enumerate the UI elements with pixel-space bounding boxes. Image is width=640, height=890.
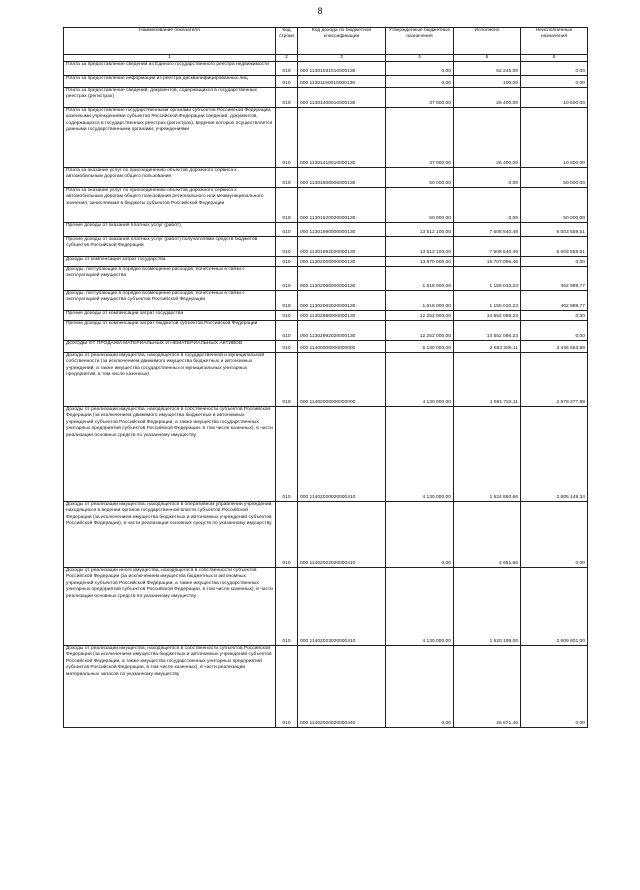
row-kbk: 000 11301520020000130: [298, 188, 386, 223]
table-row: [64, 223, 588, 237]
row-approved: 4 130 000,00: [386, 353, 454, 407]
row-code: 010: [276, 502, 298, 568]
row-kbk: 000 11301190010000130: [298, 76, 386, 88]
row-kbk: 000 11302060000000130: [298, 267, 386, 291]
row-name: Плата за оказание услуг по присоединению объектов дорожного сервиса к автомобильным дорогам общего пользования регионального или межмуниципального значения, зачисляемая в бюджеты субъектов Российской Федерации: [64, 188, 276, 223]
row-code: 010: [276, 407, 298, 502]
row-kbk: 000 11302990000000130: [298, 311, 386, 321]
table-row: [64, 502, 588, 568]
table-row: [64, 237, 588, 257]
row-left: 2 578 277,89: [521, 353, 588, 407]
row-code: 010: [276, 257, 298, 267]
row-approved: 50 000,00: [386, 168, 454, 188]
column-number: 1: [64, 55, 276, 62]
row-approved: 12 252 000,00: [386, 321, 454, 341]
row-left: 50 000,00: [521, 188, 588, 223]
row-done: 100,00: [454, 76, 521, 88]
row-code: 010: [276, 646, 298, 728]
row-approved: 0,00: [386, 62, 454, 76]
row-done: 1 155 010,23: [454, 291, 521, 311]
row-name: Прочие доходы от компенсации затрат бюджетов субъектов Российской Федерации: [64, 321, 276, 341]
table-row: [64, 311, 588, 321]
row-done: 0,00: [454, 188, 521, 223]
row-left: 10 600,00: [521, 88, 588, 108]
table-row: [64, 267, 588, 291]
row-name: Доходы от реализации имущества, находящегося в оперативном управлении учреждений, находящихся в ведении органов государственной власти субъектов Российской Федерации (за исключением имущества бюджетных и автономных учреждений субъектов Российской Федерации), в части реализации основных средств по указанному имуществу: [64, 502, 276, 568]
row-done: 52 245,00: [454, 62, 521, 76]
row-approved: 50 000,00: [386, 188, 454, 223]
row-approved: 6 130 000,00: [386, 341, 454, 353]
row-name: Доходы, поступающие в порядке возмещения расходов, понесенных в связи с эксплуатацией имущества субъектов Российской Федерации: [64, 291, 276, 311]
row-approved: 1 618 000,00: [386, 291, 454, 311]
row-left: 2 605 149,34: [521, 407, 588, 502]
row-approved: 4 130 000,00: [386, 568, 454, 646]
row-kbk: 000 11302062020000130: [298, 291, 386, 311]
row-left: 10 600,00: [521, 108, 588, 168]
row-done: 1 551 722,11: [454, 353, 521, 407]
row-kbk: 000 11402020020000440: [298, 646, 386, 728]
table-row: [64, 353, 588, 407]
row-name: Доходы от компенсации затрат государства: [64, 257, 276, 267]
row-approved: 0,00: [386, 76, 454, 88]
row-code: 010: [276, 76, 298, 88]
table-row: [64, 341, 588, 353]
row-left: 3 446 663,89: [521, 341, 588, 353]
table-row: [64, 291, 588, 311]
row-kbk: 000 11402023020000410: [298, 568, 386, 646]
row-code: 010: [276, 267, 298, 291]
row-approved: 13 512 100,00: [386, 223, 454, 237]
table-row: [64, 407, 588, 502]
row-name: Доходы от реализации имущества, находящегося в собственности субъектов Российской Федерации (за исключением имущества бюджетных и автономных учреждений субъектов Российской Федерации, а также имущества государственных унитарных предприятий субъектов Российской Федерации, в том числе казенных), в части реализации материальных запасов по указанному имуществу: [64, 646, 276, 728]
row-name: Доходы от реализации имущества, находящегося в собственности субъектов Российской Федерации (за исключением движимого имущества бюджетных и автономных учреждений субъектов Российской Федерации, а также имущества государственных унитарных предприятий субъектов Российской Федерации, в том числе казенных), в части реализации основных средств по указанному имуществу: [64, 407, 276, 502]
row-done: 1 520 199,00: [454, 568, 521, 646]
row-name: Прочие доходы от компенсации затрат государства: [64, 311, 276, 321]
header-left: Неисполненные назначения: [521, 28, 588, 55]
row-done: 14 552 086,23: [454, 311, 521, 321]
table-header-row: [64, 28, 588, 55]
row-approved: 37 000,00: [386, 88, 454, 108]
row-approved: 0,00: [386, 502, 454, 568]
row-code: 010: [276, 88, 298, 108]
budget-execution-table: [63, 27, 588, 728]
row-done: 15 707 096,46: [454, 257, 521, 267]
row-approved: 12 252 000,00: [386, 311, 454, 321]
row-name: Доходы от реализации иного имущества, находящегося в собственности субъектов Российской Федерации (за исключением имущества бюджетных и автономных учреждений субъектов Российской Федерации, а также имущества государственных унитарных предприятий субъектов Российской Федерации, в том числе казенных), в части реализации основных средств по указанному имуществу: [64, 568, 276, 646]
row-kbk: 000 11301990000000130: [298, 223, 386, 237]
row-kbk: 000 11402020020000410: [298, 407, 386, 502]
row-approved: 4 130 000,00: [386, 407, 454, 502]
row-kbk: 000 11400000000000000: [298, 341, 386, 353]
row-name: Плата за предоставление информации из реестра дисквалифицированных лиц: [64, 76, 276, 88]
row-left: 6 003 559,51: [521, 237, 588, 257]
row-kbk: 000 11402022020000410: [298, 502, 386, 568]
row-done: 1 524 850,66: [454, 407, 521, 502]
row-kbk: 000 11302000000000130: [298, 257, 386, 267]
row-left: 6 003 559,51: [521, 223, 588, 237]
row-kbk: 000 11301500000000130: [298, 168, 386, 188]
row-code: 010: [276, 311, 298, 321]
row-done: 26 400,00: [454, 108, 521, 168]
row-approved: 13 512 100,00: [386, 237, 454, 257]
row-name: Плата за предоставление сведений, документов, содержащихся в государственных реестрах (регистрах): [64, 88, 276, 108]
row-name: Плата за оказание услуг по присоединению объектов дорожного сервиса к автомобильным дорогам общего пользования: [64, 168, 276, 188]
row-left: 0,00: [521, 62, 588, 76]
row-code: 010: [276, 291, 298, 311]
row-code: 010: [276, 223, 298, 237]
row-left: 462 989,77: [521, 291, 588, 311]
row-done: 7 508 540,49: [454, 223, 521, 237]
row-kbk: 000 11402000000000000: [298, 353, 386, 407]
table-row: [64, 188, 588, 223]
row-done: 7 508 540,49: [454, 237, 521, 257]
column-number: 4: [386, 55, 454, 62]
row-code: 010: [276, 168, 298, 188]
row-done: 4 651,66: [454, 502, 521, 568]
row-name: Плата за предоставление сведений из Единого государственного реестра недвижимости: [64, 62, 276, 76]
header-name: Наименование показателя: [64, 28, 276, 55]
page-number: 8: [317, 6, 323, 16]
row-kbk: 000 11302992020000130: [298, 321, 386, 341]
row-code: 010: [276, 62, 298, 76]
column-number-row: [64, 55, 588, 62]
row-name: Прочие доходы от оказания платных услуг (работ): [64, 223, 276, 237]
table-row: [64, 257, 588, 267]
row-left: 0,00: [521, 646, 588, 728]
header-done: Исполнено: [454, 28, 521, 55]
row-approved: 0,00: [386, 646, 454, 728]
row-code: 010: [276, 341, 298, 353]
row-left: 2 609 801,00: [521, 568, 588, 646]
row-left: 0,00: [521, 311, 588, 321]
table-row: [64, 76, 588, 88]
table-row: [64, 88, 588, 108]
row-left: 0,00: [521, 257, 588, 267]
row-left: 0,00: [521, 321, 588, 341]
row-code: 010: [276, 237, 298, 257]
row-approved: 13 870 000,00: [386, 257, 454, 267]
row-left: 462 989,77: [521, 267, 588, 291]
table-row: [64, 168, 588, 188]
column-number: 5: [454, 55, 521, 62]
row-done: 14 552 086,23: [454, 321, 521, 341]
table-row: [64, 108, 588, 168]
row-done: 26 871,45: [454, 646, 521, 728]
table-row: [64, 62, 588, 76]
row-code: 010: [276, 321, 298, 341]
table-row: [64, 646, 588, 728]
row-name: Доходы, поступающие в порядке возмещения расходов, понесенных в связи с эксплуатацией имущества: [64, 267, 276, 291]
row-approved: 1 618 000,00: [386, 267, 454, 291]
row-kbk: 000 11301410010000130: [298, 108, 386, 168]
row-code: 010: [276, 353, 298, 407]
row-left: 50 000,00: [521, 168, 588, 188]
row-name: ДОХОДЫ ОТ ПРОДАЖИ МАТЕРИАЛЬНЫХ И НЕМАТЕРИАЛЬНЫХ АКТИВОВ: [64, 341, 276, 353]
row-done: 0,00: [454, 168, 521, 188]
row-kbk: 000 11301400010000130: [298, 88, 386, 108]
row-approved: 37 000,00: [386, 108, 454, 168]
header-kbk: Код дохода по бюджетной классификации: [298, 28, 386, 55]
header-code: Код строки: [276, 28, 298, 55]
column-number: 6: [521, 55, 588, 62]
row-code: 010: [276, 188, 298, 223]
row-code: 010: [276, 568, 298, 646]
table-row: [64, 321, 588, 341]
row-name: Доходы от реализации имущества, находящегося в государственной и муниципальной собственности (за исключением движимого имущества бюджетных и автономных учреждений, а также имущества государственных и муниципальных унитарных предприятий, в том числе казенных): [64, 353, 276, 407]
row-left: 0,00: [521, 502, 588, 568]
row-kbk: 000 11301992020000130: [298, 237, 386, 257]
row-done: 2 683 336,11: [454, 341, 521, 353]
row-kbk: 000 11301031010000130: [298, 62, 386, 76]
header-approved: Утвержденные бюджетные назначения: [386, 28, 454, 55]
row-code: 010: [276, 108, 298, 168]
column-number: 3: [298, 55, 386, 62]
row-name: Плата за предоставление государственными органами субъектов Российской Федерации, казенными учреждениями субъектов Российской Федерации сведений, документов, содержащихся в государственных реестрах (регистрах), ведение которых осуществляется данными государственными органами, учреждениями: [64, 108, 276, 168]
row-left: 0,00: [521, 76, 588, 88]
column-number: 2: [276, 55, 298, 62]
row-name: Прочие доходы от оказания платных услуг (работ) получателями средств бюджетов субъектов Российской Федерации: [64, 237, 276, 257]
table-row: [64, 568, 588, 646]
row-done: 1 155 010,23: [454, 267, 521, 291]
row-done: 26 400,00: [454, 88, 521, 108]
